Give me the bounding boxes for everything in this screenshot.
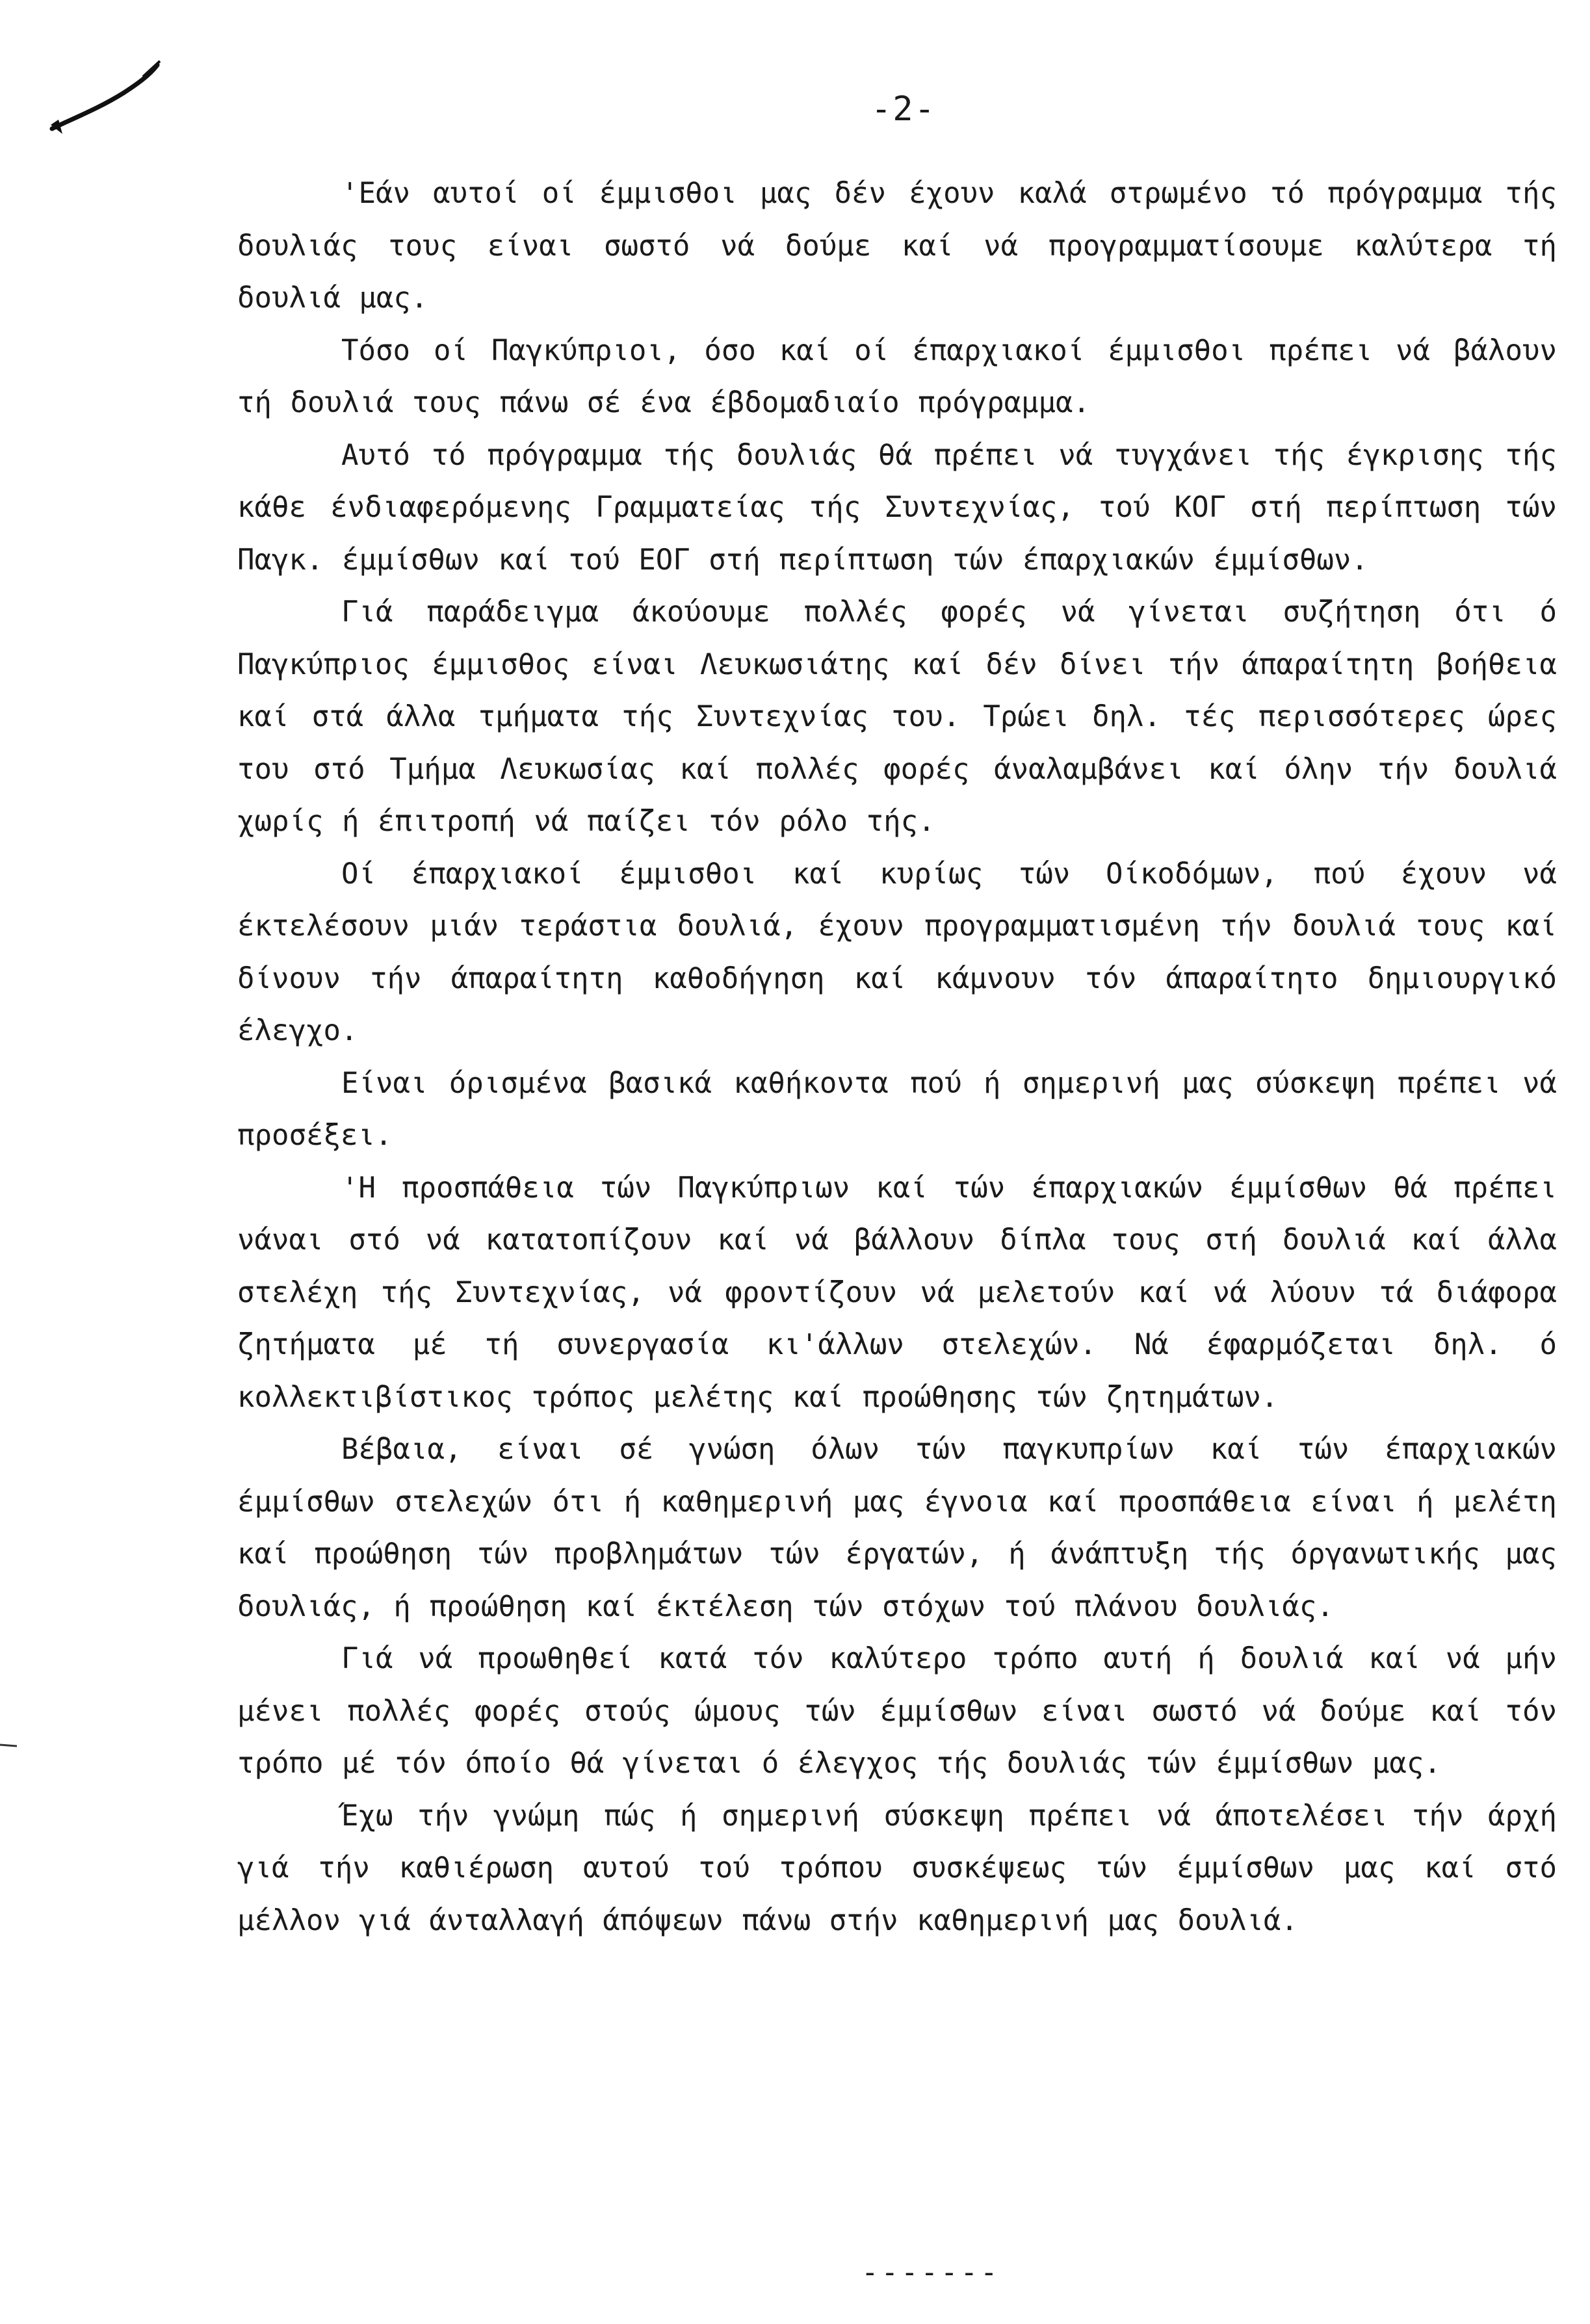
ink-stroke-mark (46, 57, 163, 142)
paragraph: Βέβαια, είναι σέ γνώση όλων τών παγκυπρίων καί τών έπαρχιακών έμμίσθων στελεχών ότι ή καθημερινή μας έγνοια καί προσπάθεια είναι ή μελέτη καί προώθηση τών προβλημάτων τών έργατών, ή άνάπτυξη τής όργανωτικής μας δουλιάς, ή προώθηση καί έκτέλεση τών στόχων τού πλάνου δουλιάς. (237, 1433, 1557, 1623)
paragraph: Τόσο οί Παγκύπριοι, όσο καί οί έπαρχιακοί έμμισθοι πρέπει νά βάλουν τή δουλιά τους πάνω σέ ένα έβδομαδιαίο πρόγραμμα. (237, 333, 1557, 419)
paragraph: Είναι όρισμένα βασικά καθήκοντα πού ή σημερινή μας σύσκεψη πρέπει νά προσέξει. (237, 1066, 1557, 1152)
page-number: -2- (871, 90, 936, 129)
paragraph: Γιά νά προωθηθεί κατά τόν καλύτερο τρόπο αυτή ή δουλιά καί νά μήν μένει πολλές φορές στούς ώμους τών έμμίσθων είναι σωστό νά δούμε καί τόν τρόπο μέ τόν όποίο θά γίνεται ό έλεγχος τής δουλιάς τών έμμίσθων μας. (237, 1642, 1557, 1780)
paragraph: Έχω τήν γνώμη πώς ή σημερινή σύσκεψη πρέπει νά άποτελέσει τήν άρχή γιά τήν καθιέρωση αυτού τού τρόπου συσκέψεως τών έμμίσθων μας καί στό μέλλον γιά άνταλλαγή άπόψεων πάνω στήν καθημερινή μας δουλιά. (237, 1799, 1557, 1937)
paragraph: 'Εάν αυτοί οί έμμισθοι μας δέν έχουν καλά στρωμένο τό πρόγραμμα τής δουλιάς τους είναι σωστό νά δούμε καί νά προγραμματίσουμε καλύτερα τή δουλιά μας. (237, 177, 1557, 315)
paragraph: Γιά παράδειγμα άκούουμε πολλές φορές νά γίνεται συζήτηση ότι ό Παγκύπριος έμμισθος είναι Λευκωσιάτης καί δέν δίνει τήν άπαραίτητη βοήθεια καί στά άλλα τμήματα τής Συντεχνίας του. Τρώει δηλ. τές περισσότερες ώρες του στό Τμήμα Λευκωσίας καί πολλές φορές άναλαμβάνει καί όλην τήν δουλιά χωρίς ή έπιτροπή νά παίζει τόν ρόλο τής. (237, 595, 1557, 838)
paragraph: Οί έπαρχιακοί έμμισθοι καί κυρίως τών Οίκοδόμων, πού έχουν νά έκτελέσουν μιάν τεράστια δουλιά, έχουν προγραμματισμένη τήν δουλιά τους καί δίνουν τήν άπαραίτητη καθοδήγηση καί κάμνουν τόν άπαραίτητο δημιουργικό έλεγχο. (237, 857, 1557, 1047)
end-divider: ------- (861, 2256, 1000, 2289)
scan-edge-mark (0, 1742, 20, 1749)
document-body (237, 168, 1557, 1947)
paragraph: Αυτό τό πρόγραμμα τής δουλιάς θά πρέπει νά τυγχάνει τής έγκρισης τής κάθε ένδιαφερόμενης Γραμματείας τής Συντεχνίας, τού ΚΟΓ στή περίπτωση τών Παγκ. έμμίσθων καί τού ΕΟΓ στή περίπτωση τών έπαρχιακών έμμίσθων. (237, 438, 1557, 577)
paragraph: 'Η προσπάθεια τών Παγκύπριων καί τών έπαρχιακών έμμίσθων θά πρέπει νάναι στό νά κατατοπίζουν καί νά βάλλουν δίπλα τους στή δουλιά καί άλλα στελέχη τής Συντεχνίας, νά φροντίζουν νά μελετούν καί νά λύουν τά διάφορα ζητήματα μέ τή συνεργασία κι'άλλων στελεχών. Νά έφαρμόζεται δηλ. ό κολλεκτιβίστικος τρόπος μελέτης καί προώθησης τών ζητημάτων. (237, 1171, 1557, 1414)
